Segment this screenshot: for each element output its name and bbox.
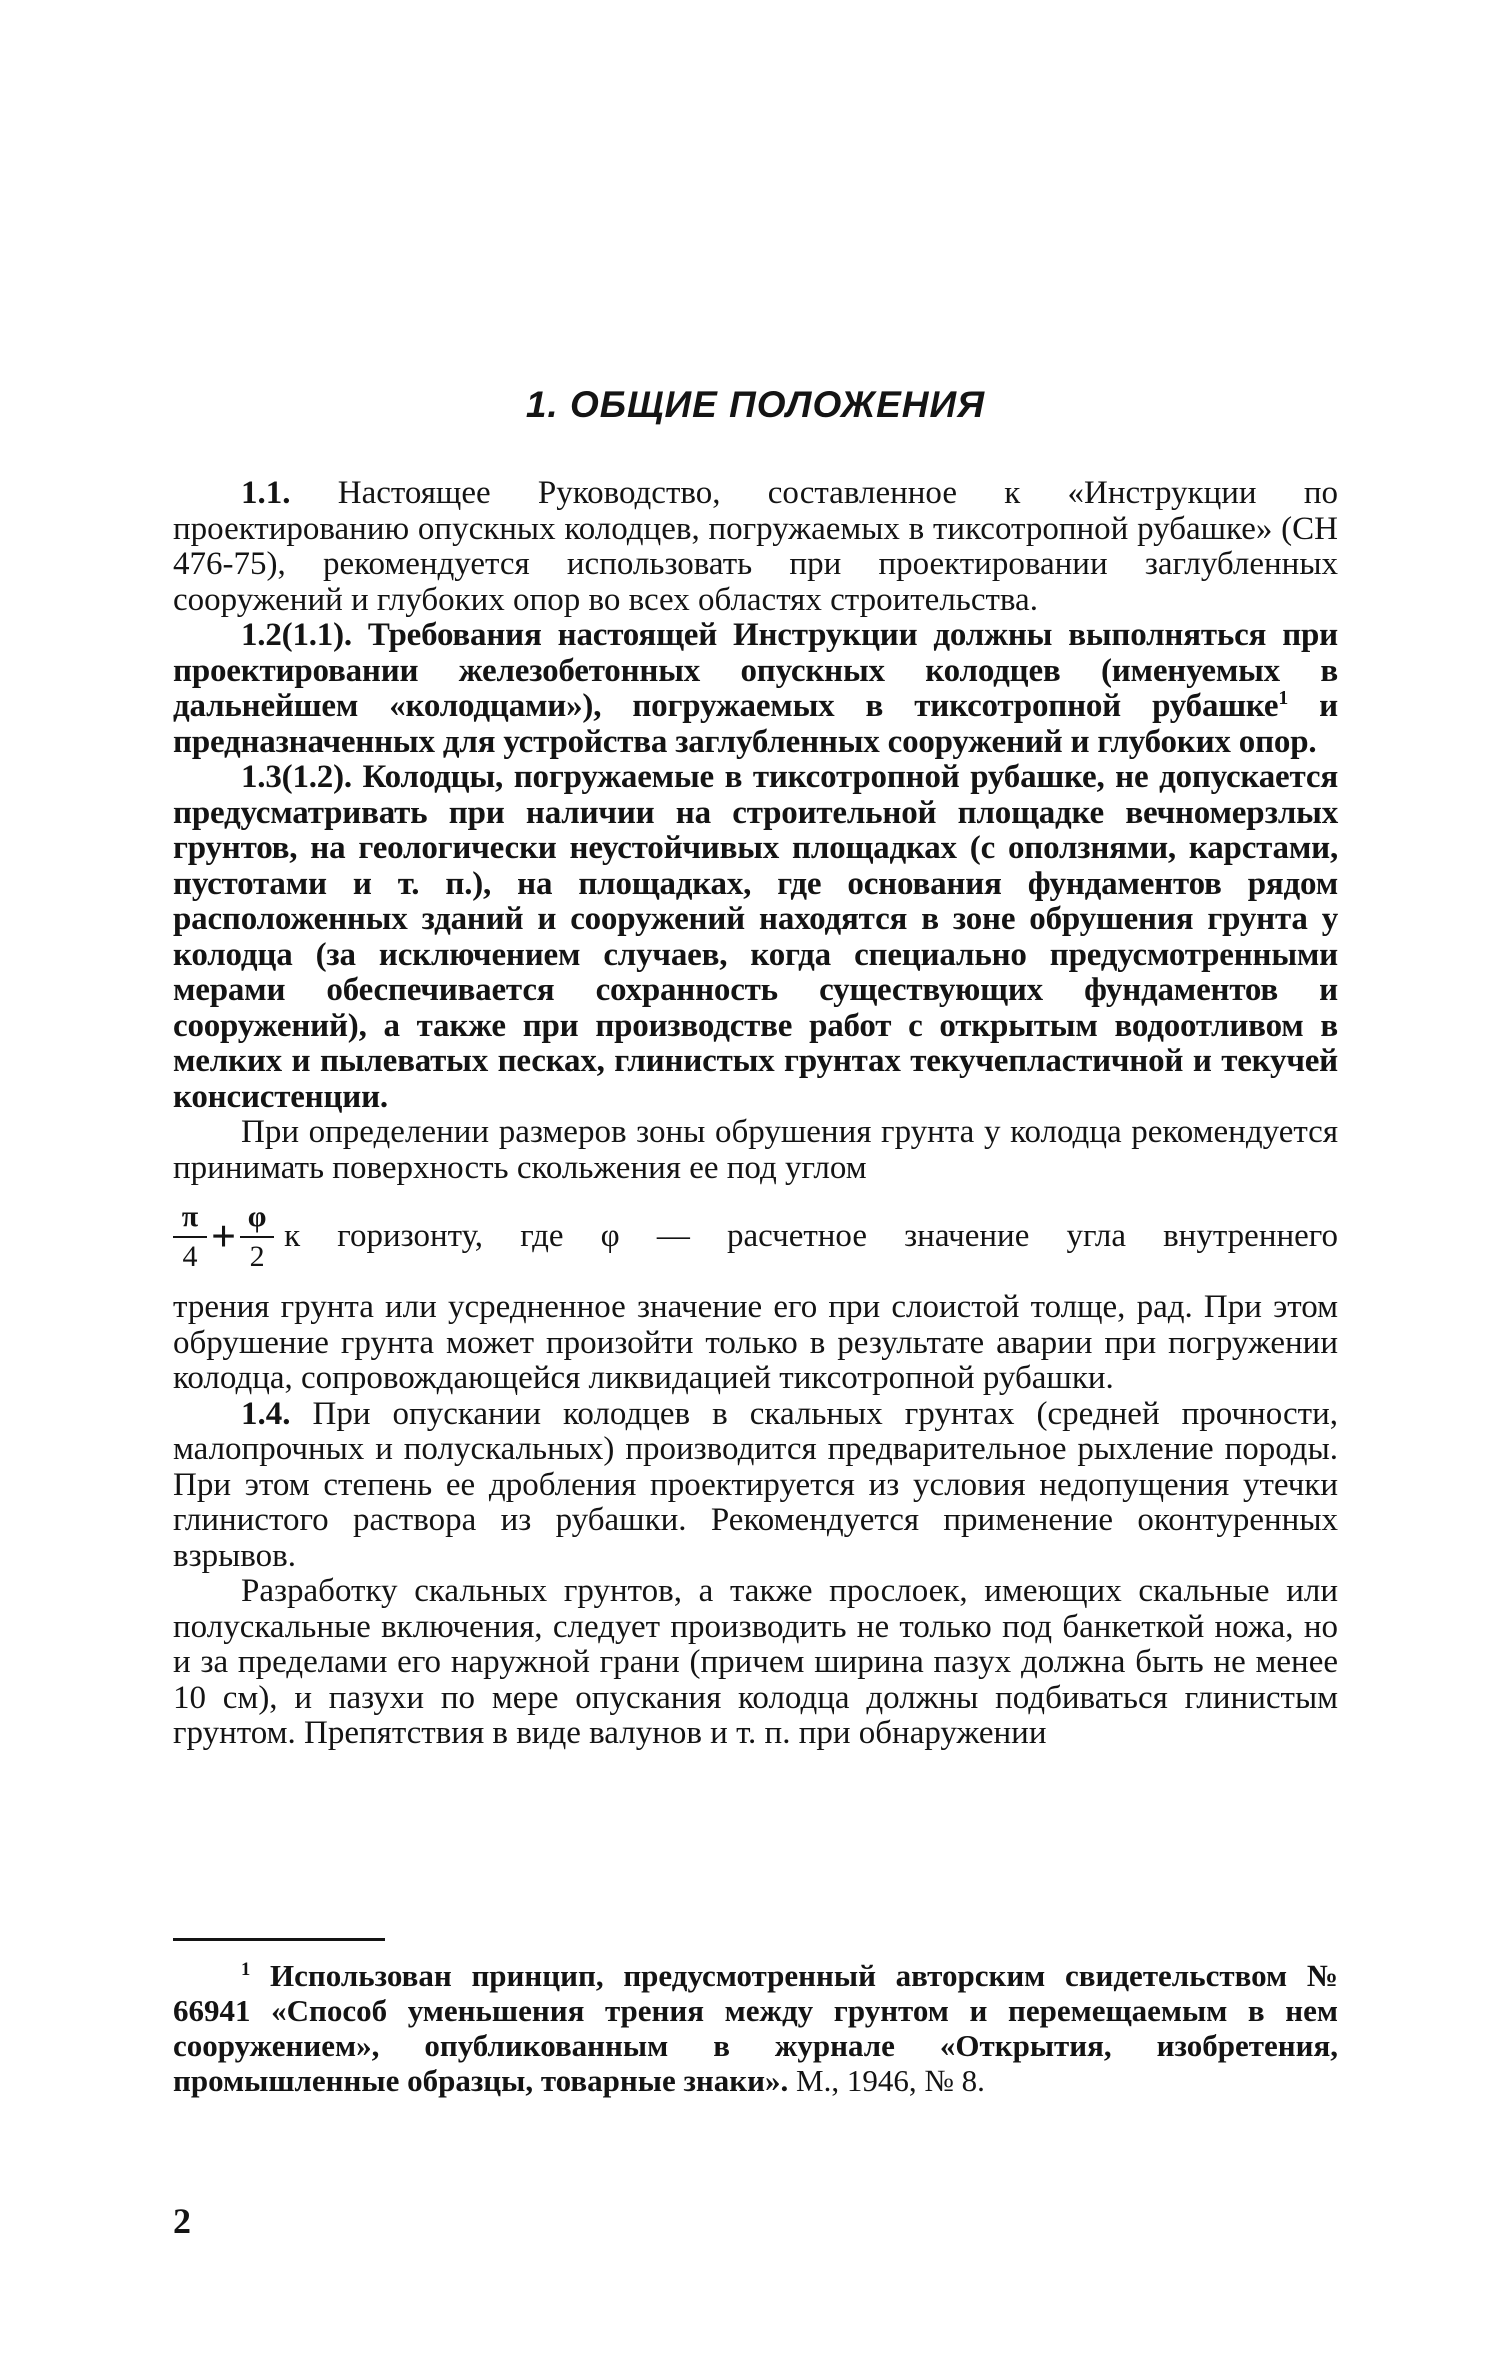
fraction-denominator: 2 [249,1240,265,1273]
paragraph-number: 1.1. [241,475,291,511]
paragraph-number: 1.4. [241,1395,291,1432]
plus-sign: + [211,1212,237,1262]
paragraph-1-2 [173,618,1338,760]
paragraph-1-1 [173,476,1338,618]
footnote-citation: М., 1946, № 8. [788,2063,985,2098]
paragraph-1-3: 1.3(1.2). Колодцы, погружаемые в тиксотропной рубашке, не допускается предусматривать при наличии на строительной площадке вечномерзлых грунтов, на геологически неустойчивых площадках (с оползнями, карстами, пустотами и т. п.), на площадках, где основания фундаментов рядом расположенных зданий и сооружений находятся в зоне обрушения грунта у колодца (за исключением случаев, когда специально предусмотренными мерами обеспечивается сохранность существующих фундаментов и сооружений), а также при производстве работ с открытым водоотливом в мелких и пылеватых песках, глинистых грунтах текучепластичной и текучей консистенции. [173,759,1338,1115]
page-number: 2 [173,2201,191,2241]
paragraph-text: При опускании колодцев в скальных грунтах (средней прочности, малопрочных и полускальных) производится предварительное рыхление породы. При этом степень ее дробления проектируется из условия недопущения утечки глинистого раствора из рубашки. Рекомендуется применение оконтуренных взрывов. [173,1395,1338,1574]
footnote-divider [173,1938,385,1941]
formula-line [173,1184,1338,1290]
footnote [173,1958,1338,2098]
formula-text: к горизонту, где φ — расчетное значение угла внутреннего [284,1218,1338,1255]
paragraph-slip-surface: При определении размеров зоны обрушения грунта у колодца рекомендуется принимать поверхность скольжения ее под углом [173,1114,1338,1186]
fraction-numerator: φ [247,1200,267,1233]
paragraph-text: 1.2(1.1). Требования настоящей Инструкции должны выполняться при проектировании железобетонных опускных колодцев (именуемых в дальнейшем «колодцами»), погружаемых в тиксотропной рубашке [173,617,1338,724]
footnote-body: Использован принцип, предусмотренный авторским свидетельством № 66941 «Способ уменьшения трения между грунтом и перемещаемым в нем сооружением», опубликованным в журнале «Открытия, изобретения, промышленные образцы, товарные знаки». [173,1958,1338,2098]
paragraph-text: Настоящее Руководство, составленное к «Инструкции по проектированию опускных колодцев, погружаемых в тиксотропной рубашке» (СН 476-75), рекомендуется использовать при проектировании заглубленных сооружений и глубоких опор во всех областях строительства. [173,475,1338,618]
footnote-ref: 1 [1278,687,1289,710]
paragraph-1-4 [173,1397,1338,1575]
section-heading: 1. ОБЩИЕ ПОЛОЖЕНИЯ [525,384,986,425]
paragraph-rock-excavation: Разработку скальных грунтов, а также прослоек, имеющих скальные или полускальные включения, следует производить не только под банкеткой ножа, но и за пределами его наружной грани (причем ширина пазух должна быть не менее 10 см), и пазухи по мере опускания колодца должны подбиваться глинистым грунтом. Препятствия в виде валунов и т. п. при обнаружении [173,1573,1338,1751]
footnote-marker: 1 [241,1958,251,1980]
document-page [173,0,1338,2363]
paragraph-text-cont: и предназначенных для устройства заглубленных сооружений и глубоких опор. [173,688,1338,760]
body-text [173,476,1338,1752]
fraction-pi-4 [173,1198,207,1276]
fraction-numerator: π [181,1200,199,1233]
footnote-text [173,1958,1338,2098]
fraction-phi-2 [240,1198,274,1276]
paragraph-slip-surface-cont: трения грунта или усредненное значение его при слоистой толще, рад. При этом обрушение грунта может произойти только в результате аварии при погружении колодца, сопровождающейся ликвидацией тиксотропной рубашки. [173,1289,1338,1396]
fraction-denominator: 4 [182,1240,198,1273]
